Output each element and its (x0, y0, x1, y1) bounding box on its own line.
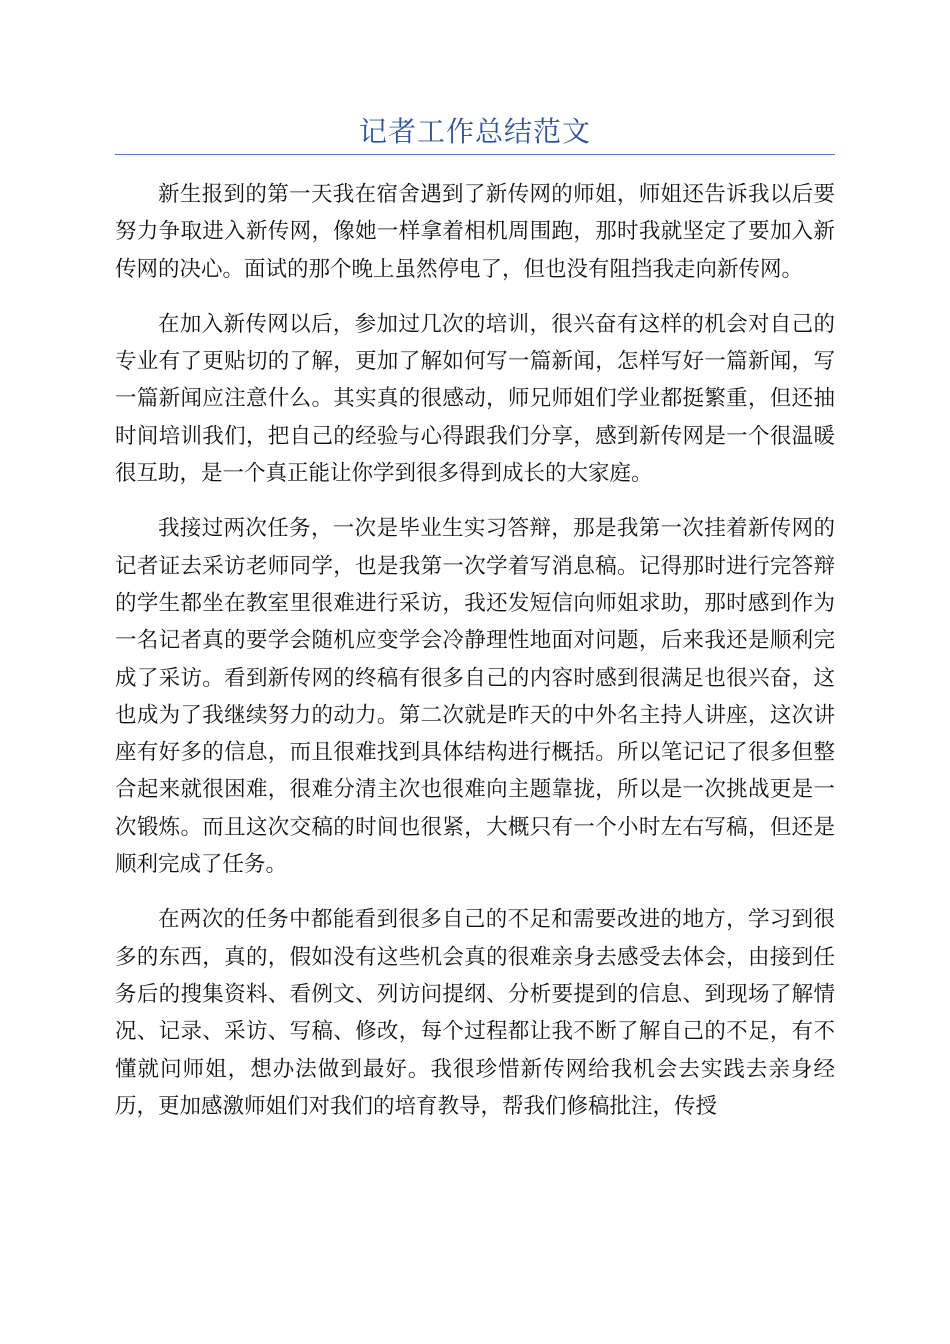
paragraph: 在两次的任务中都能看到很多自己的不足和需要改进的地方，学习到很多的东西，真的，假如没有这些机会真的很难亲身去感受去体会，由接到任务后的搜集资料、看例文、列访问提纲、分析要提到的信息、到现场了解情况、记录、采访、写稿、修改，每个过程都让我不断了解自己的不足，有不懂就问师姐，想办法做到最好。我很珍惜新传网给我机会去实践去亲身经历，更加感激师姐们对我们的培育教导，帮我们修稿批注，传授 (115, 907, 835, 1119)
paragraph: 新生报到的第一天我在宿舍遇到了新传网的师姐，师姐还告诉我以后要努力争取进入新传网，像她一样拿着相机周围跑，那时我就坚定了要加入新传网的决心。面试的那个晚上虽然停电了，但也没有阻挡我走向新传网。 (115, 182, 835, 282)
document-title: 记者工作总结范文 (358, 115, 591, 148)
title-underline (115, 154, 835, 155)
document-body (115, 176, 835, 1143)
paragraph: 我接过两次任务，一次是毕业生实习答辩，那是我第一次挂着新传网的记者证去采访老师同学，也是我第一次学着写消息稿。记得那时进行完答辩的学生都坐在教室里很难进行采访，我还发短信向师姐求助，那时感到作为一名记者真的要学会随机应变学会冷静理性地面对问题，后来我还是顺利完成了采访。看到新传网的终稿有很多自己的内容时感到很满足也很兴奋，这也成为了我继续努力的动力。第二次就是昨天的中外名主持人讲座，这次讲座有好多的信息，而且很难找到具体结构进行概括。所以笔记记了很多但整合起来就很困难，很难分清主次也很难向主题靠拢，所以是一次挑战更是一次锻炼。而且这次交稿的时间也很紧，大概只有一个小时左右写稿，但还是顺利完成了任务。 (115, 516, 835, 878)
paragraph: 在加入新传网以后，参加过几次的培训，很兴奋有这样的机会对自己的专业有了更贴切的了解，更加了解如何写一篇新闻，怎样写好一篇新闻，写一篇新闻应注意什么。其实真的很感动，师兄师姐们学业都挺繁重，但还抽时间培训我们，把自己的经验与心得跟我们分享，感到新传网是一个很温暖很互助，是一个真正能让你学到很多得到成长的大家庭。 (115, 311, 835, 487)
